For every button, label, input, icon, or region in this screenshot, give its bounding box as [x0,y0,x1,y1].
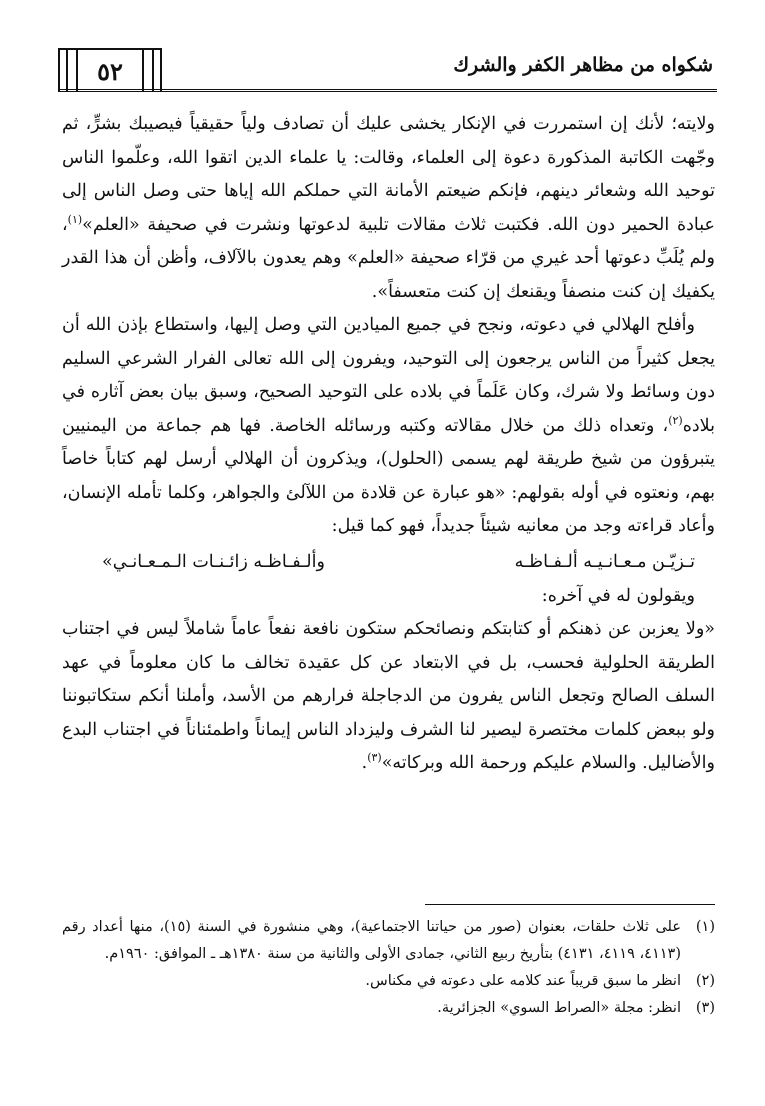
running-title: شكواه من مظاهر الكفر والشرك [453,54,713,76]
paragraph-2-text: وأفلح الهلالي في دعوته، ونجح في جميع الميادين التي وصل إليها، واستطاع بإذن الله أن يجعل كثيراً من الناس يرجعون إلى التوحيد، ويفرون إلى الله تعالى الفرار الشرعي السليم دون وسائط ولا شرك، وكان عَلَماً في بلاده على التوحيد الصحيح، وسبق بيان بعض آثاره في بلاده [62,315,715,436]
paragraph-1 [62,108,715,309]
footnote-number: (١) [695,919,715,935]
page-header [58,44,717,92]
paragraph-2 [62,309,715,544]
verse-first-half: تـزيّـن مـعـانـيـه ألـفـاظـه [514,551,695,572]
page-number: ٥٢ [97,56,123,86]
footnote-number: (٣) [695,1000,715,1016]
paragraph-4-text: «ولا يعزبن عن ذهنكم أو كتابتكم ونصائحكم ستكون نافعة نفعاً عاماً شاملاً ليس في اجتناب الطريقة الحلولية فحسب، بل في الابتعاد عن كل عقيدة تخالف ما كان معلوماً في عهد السلف الصالح وتجعل الناس يفرون من الدجاجلة فرارهم من الأسد، وأملنا أنكم ستكاتبوننا ولو ببعض كلمات مختصرة ليصير لنا الشرف وليزداد الناس إيماناً واطمئناناً في اجتناب البدع والأضاليل. والسلام عليكم ورحمة الله وبركاته» [62,619,715,773]
footnote-ref-2[interactable]: (٢) [668,413,683,427]
footnote-number: (٢) [695,973,715,989]
footnote-ref-1[interactable]: (١) [67,212,83,226]
paragraph-1-cont: ، ولم يُلَبِّ دعوتها أحد غيري من قرّاء صحيفة «العلم» وهم يعدون بالآلاف، وأظن أن هذا القدر يكفيك إن كنت منصفاً ويقنعك إن كنت متعسفاً». [62,214,715,302]
footnote-1 [62,914,715,968]
footnote-2 [62,968,715,995]
footnote-text: على ثلاث حلقات، بعنوان (صور من حياتنا الاجتماعية)، وهي منشورة في السنة (١٥)، منها أعداد رقم (٤١١٣، ٤١١٩، ٤١٣١) بتأريخ ربيع الثاني، جمادى الأولى والثانية من سنة ١٣٨٠هـ ـ الموافق: ١٩٦٠م. [62,919,681,962]
header-rule [58,89,717,92]
poem-verse [62,544,715,580]
footnote-text: انظر: مجلة «الصراط السوي» الجزائرية. [437,1000,681,1016]
paragraph-4-end: . [361,753,368,773]
footnote-3 [62,995,715,1022]
paragraph-2-cont: ، وتعداه ذلك من خلال مقالاته وكتبه ورسائله الخاصة. فها هم جماعة من اليمنيين يتبرؤون من شيخ طريقة لهم يسمى (الحلول)، ويذكرون أن الهلالي أرسل لهم كتاباً خاصاً بهم، ونعتوه في أوله بقولهم: «هو عبارة عن قلادة من اللآلئ والجواهر، وكلما تأمله الإنسان، وأعاد قراءته وجد من معانيه شيئاً جديداً، فهو كما قيل: [62,415,715,536]
footnote-ref-3[interactable]: (٣) [367,751,382,765]
paragraph-3: ويقولون له في آخره: [541,585,695,606]
footnote-text: انظر ما سبق قريباً عند كلامه على دعوته في مكناس. [365,973,681,989]
footnotes [62,914,715,1022]
paragraph-1-text: ولايته؛ لأنك إن استمررت في الإنكار يخشى عليك أن تصادف ولياً حقيقياً فيصيبك بشرٍّ، ثم وجّهت الكاتبة المذكورة دعوة إلى العلماء، وقالت: يا علماء الدين اتقوا الله، وعلّموا الناس توحيد الله وشعائر دينهم، فإنكم ضيعتم الأمانة التي حملكم الله إياها حتى وصل الناس إلى عبادة الحمير دون الله. فكتبت ثلاث مقالات تلبية لدعوتها ونشرت في صحيفة «العلم» [62,114,715,235]
paragraph-4 [62,613,715,781]
footnote-separator [425,904,715,905]
body-text [62,108,715,781]
page-number-frame [58,48,162,92]
verse-second-half: وألـفـاظـه زائـنـات الـمـعـانـي» [102,551,325,572]
